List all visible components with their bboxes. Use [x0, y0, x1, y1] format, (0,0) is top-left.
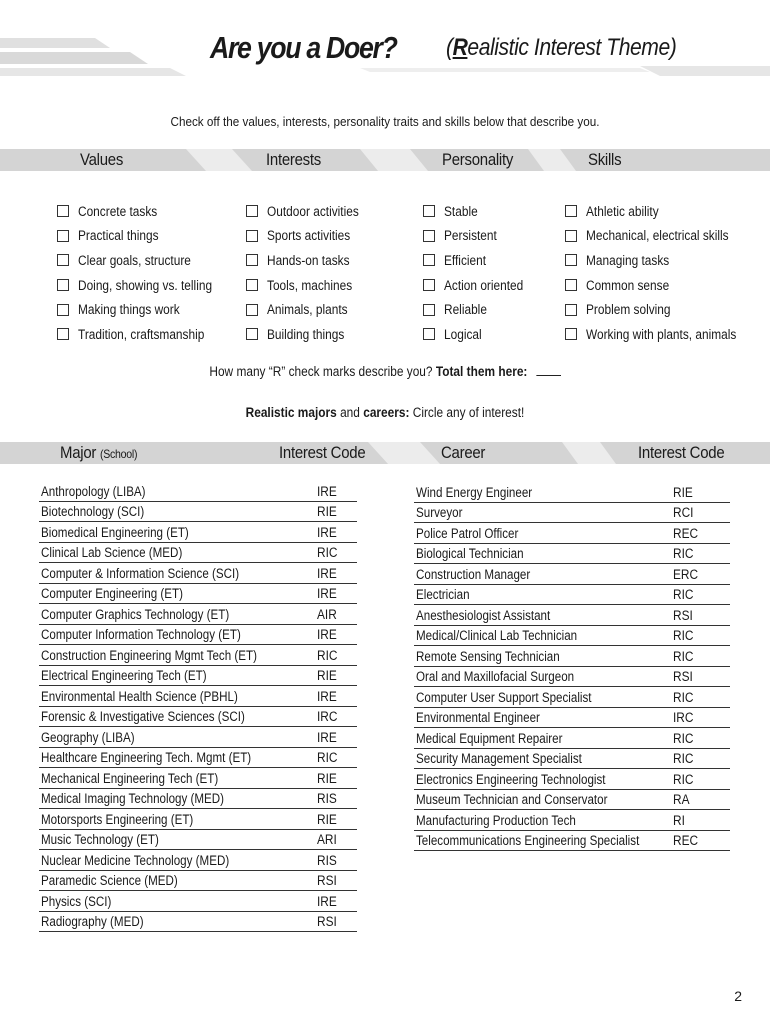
check-item-label: Common sense — [586, 277, 670, 293]
table-row[interactable] — [39, 666, 357, 687]
check-item-label: Concrete tasks — [78, 203, 158, 219]
table-row[interactable] — [414, 831, 730, 852]
major-name: Motorsports Engineering (ET) — [41, 811, 194, 827]
table-row[interactable] — [414, 708, 730, 729]
majors-line-bold-careers: careers: — [363, 405, 410, 420]
career-name: Police Patrol Officer — [416, 525, 519, 541]
interest-code: RIC — [673, 587, 694, 602]
careers-table — [414, 482, 730, 851]
checkbox[interactable] — [246, 328, 258, 340]
major-name: Computer Engineering (ET) — [41, 586, 183, 601]
major-name: Biomedical Engineering (ET) — [41, 524, 189, 540]
checkbox[interactable] — [423, 230, 435, 242]
interest-code: RIC — [673, 771, 694, 787]
check-item-label: Making things work — [78, 302, 180, 318]
career-name: Biological Technician — [416, 546, 524, 561]
table-row[interactable] — [39, 543, 357, 564]
page-title: Are you a Doer? — [210, 30, 397, 65]
personality-check-item[interactable] — [423, 199, 534, 224]
table-row[interactable] — [39, 584, 357, 605]
checkbox[interactable] — [57, 230, 69, 242]
checkbox[interactable] — [246, 230, 258, 242]
table-row[interactable] — [39, 748, 357, 769]
interest-code: IRE — [317, 483, 337, 499]
table-row[interactable] — [39, 502, 357, 523]
major-name: Construction Engineering Mgmt Tech (ET) — [41, 647, 257, 663]
table-row[interactable] — [414, 626, 730, 647]
career-name: Anesthesiologist Assistant — [416, 607, 551, 623]
check-item-label: Practical things — [78, 228, 159, 244]
values-check-item[interactable] — [57, 297, 230, 322]
career-name: Construction Manager — [416, 566, 531, 582]
table-row[interactable] — [39, 850, 357, 871]
check-item-label: Stable — [444, 203, 478, 219]
table-row[interactable] — [414, 585, 730, 606]
career-name: Medical Equipment Repairer — [416, 730, 563, 746]
total-prompt-bold: Total them here: — [435, 364, 528, 379]
table-row[interactable] — [39, 625, 357, 646]
interest-code: RIC — [673, 730, 694, 746]
interest-code: RIC — [673, 689, 694, 705]
checkbox[interactable] — [423, 279, 435, 291]
total-prompt: How many “R” check marks describe you? — [209, 364, 433, 379]
values-header: Values — [80, 150, 124, 169]
major-name: Computer & Information Science (SCI) — [41, 565, 240, 581]
check-item-label: Mechanical, electrical skills — [586, 228, 729, 244]
interest-code: RIE — [317, 504, 337, 519]
table-row[interactable] — [414, 667, 730, 688]
table-row[interactable] — [39, 645, 357, 666]
career-name: Manufacturing Production Tech — [416, 812, 576, 828]
table-row[interactable] — [39, 707, 357, 728]
table-row[interactable] — [414, 564, 730, 585]
check-item-label: Efficient — [444, 252, 487, 268]
interest-code: RIC — [317, 545, 338, 560]
major-name: Paramedic Science (MED) — [41, 873, 178, 888]
table-row[interactable] — [414, 790, 730, 811]
checklist-header-band — [0, 149, 770, 171]
major-name: Mechanical Engineering Tech (ET) — [41, 770, 219, 786]
interest-code: RIC — [317, 750, 338, 765]
career-name: Surveyor — [416, 505, 463, 520]
interest-code: RIC — [317, 647, 338, 663]
major-name: Radiography (MED) — [41, 914, 144, 929]
page-subtitle: (Realistic Interest Theme) — [446, 34, 677, 61]
check-item-label: Athletic ability — [586, 203, 659, 219]
interest-code: RIS — [317, 852, 337, 868]
table-row[interactable] — [414, 749, 730, 770]
table-row[interactable] — [414, 810, 730, 831]
skills-check-item[interactable] — [565, 248, 757, 273]
checkbox[interactable] — [565, 304, 577, 316]
skills-checklist — [565, 199, 757, 347]
interest-code: IRE — [317, 565, 337, 581]
interests-check-item[interactable] — [246, 297, 371, 322]
interest-code: RSI — [317, 914, 337, 929]
checkbox[interactable] — [246, 254, 258, 266]
majors-careers-line — [46, 405, 724, 420]
career-name: Remote Sensing Technician — [416, 648, 560, 664]
checkbox[interactable] — [57, 328, 69, 340]
tables-header-band — [0, 442, 770, 464]
instructions-text: Check off the values, interests, personality traits and skills below that describe you. — [170, 114, 600, 129]
table-row[interactable] — [39, 522, 357, 543]
checkbox[interactable] — [423, 254, 435, 266]
majors-line-rest: Circle any of interest! — [409, 405, 525, 420]
major-name: Physics (SCI) — [41, 893, 112, 909]
career-name: Wind Energy Engineer — [416, 484, 533, 500]
major-name: Healthcare Engineering Tech. Mgmt (ET) — [41, 750, 252, 765]
check-item-label: Problem solving — [586, 302, 671, 318]
values-check-item[interactable] — [57, 224, 230, 249]
page-header — [0, 30, 770, 74]
table-row[interactable] — [39, 871, 357, 892]
career-name: Medical/Clinical Lab Technician — [416, 628, 578, 643]
interest-code: RCI — [673, 505, 694, 520]
personality-checklist — [423, 199, 534, 347]
table-row[interactable] — [414, 687, 730, 708]
major-name: Anthropology (LIBA) — [41, 483, 146, 499]
check-item-label: Building things — [267, 326, 345, 342]
check-item-label: Doing, showing vs. telling — [78, 277, 213, 293]
table-row[interactable] — [39, 768, 357, 789]
major-name: Forensic & Investigative Sciences (SCI) — [41, 709, 245, 724]
checkbox[interactable] — [423, 205, 435, 217]
checkbox[interactable] — [565, 254, 577, 266]
major-name: Nuclear Medicine Technology (MED) — [41, 852, 230, 868]
career-name: Security Management Specialist — [416, 751, 582, 766]
interest-code: RSI — [317, 873, 337, 888]
table-row[interactable] — [414, 523, 730, 544]
majors-table — [39, 481, 357, 932]
values-check-item[interactable] — [57, 322, 230, 347]
majors-line-and: and — [336, 405, 364, 420]
skills-check-item[interactable] — [565, 297, 757, 322]
checkbox[interactable] — [246, 304, 258, 316]
table-row[interactable] — [39, 912, 357, 933]
interest-code: RIC — [673, 546, 694, 561]
table-row[interactable] — [39, 789, 357, 810]
table-row[interactable] — [39, 481, 357, 502]
table-row[interactable] — [39, 604, 357, 625]
checkbox[interactable] — [565, 328, 577, 340]
interest-code: RIE — [317, 811, 337, 827]
values-check-item[interactable] — [57, 248, 230, 273]
career-name: Electrician — [416, 587, 470, 602]
interest-code: IRE — [317, 524, 337, 540]
checkbox[interactable] — [246, 205, 258, 217]
interest-code: RA — [673, 792, 690, 807]
major-name: Computer Graphics Technology (ET) — [41, 606, 230, 622]
career-name: Environmental Engineer — [416, 710, 540, 725]
check-item-label: Tools, machines — [267, 277, 353, 293]
interest-code: IRE — [317, 586, 337, 601]
check-item-label: Sports activities — [267, 228, 351, 244]
interest-code: RIE — [317, 668, 337, 683]
interests-check-item[interactable] — [246, 322, 371, 347]
interest-code: AIR — [317, 606, 337, 622]
major-name: Medical Imaging Technology (MED) — [41, 791, 225, 806]
interests-checklist — [246, 199, 371, 347]
total-blank-field[interactable] — [536, 375, 561, 376]
check-item-label: Outdoor activities — [267, 203, 359, 219]
personality-check-item[interactable] — [423, 273, 534, 298]
check-item-label: Persistent — [444, 228, 497, 244]
page-number: 2 — [734, 988, 742, 1004]
checkbox[interactable] — [565, 279, 577, 291]
interests-check-item[interactable] — [246, 273, 371, 298]
table-row[interactable] — [39, 727, 357, 748]
interest-code: IRE — [317, 627, 337, 642]
major-name: Geography (LIBA) — [41, 729, 135, 745]
values-checklist — [57, 199, 230, 347]
major-name: Biotechnology (SCI) — [41, 504, 145, 519]
checkbox[interactable] — [423, 328, 435, 340]
interest-code: RSI — [673, 669, 693, 684]
check-item-label: Animals, plants — [267, 302, 348, 318]
interests-header: Interests — [266, 150, 321, 169]
check-item-label: Clear goals, structure — [78, 252, 191, 268]
interest-code: IRE — [317, 893, 337, 909]
check-item-label: Working with plants, animals — [586, 326, 737, 342]
interests-check-item[interactable] — [246, 199, 371, 224]
skills-header: Skills — [588, 150, 622, 169]
career-code-header: Interest Code — [638, 443, 725, 462]
majors-line-bold-majors: Realistic majors — [245, 405, 337, 420]
table-row[interactable] — [414, 482, 730, 503]
personality-check-item[interactable] — [423, 297, 534, 322]
interest-code: IRC — [673, 710, 694, 725]
values-check-item[interactable] — [57, 273, 230, 298]
interest-code: RI — [673, 812, 685, 828]
table-row[interactable] — [414, 544, 730, 565]
skills-check-item[interactable] — [565, 322, 757, 347]
checkbox[interactable] — [57, 304, 69, 316]
interest-code: IRE — [317, 729, 337, 745]
subtitle-highlight-letter: R — [452, 34, 468, 61]
interest-code: RIC — [673, 628, 694, 643]
interests-check-item[interactable] — [246, 248, 371, 273]
major-name: Electrical Engineering Tech (ET) — [41, 668, 207, 683]
interest-code: REC — [673, 525, 699, 541]
personality-header: Personality — [442, 150, 514, 169]
career-header: Career — [441, 443, 486, 462]
personality-check-item[interactable] — [423, 322, 534, 347]
total-prompt-line — [46, 364, 724, 379]
checkbox[interactable] — [57, 279, 69, 291]
table-row[interactable] — [414, 769, 730, 790]
interest-code: ERC — [673, 566, 699, 582]
skills-check-item[interactable] — [565, 224, 757, 249]
major-name: Clinical Lab Science (MED) — [41, 545, 183, 560]
checkbox[interactable] — [423, 304, 435, 316]
table-row[interactable] — [39, 809, 357, 830]
interest-code: IRE — [317, 688, 337, 704]
skills-check-item[interactable] — [565, 199, 757, 224]
interest-code: RSI — [673, 607, 693, 623]
career-name: Telecommunications Engineering Specialist — [416, 833, 640, 848]
checkbox[interactable] — [565, 205, 577, 217]
interest-code: RIE — [673, 484, 693, 500]
check-item-label: Reliable — [444, 302, 487, 318]
interest-code: ARI — [317, 832, 337, 847]
check-item-label: Managing tasks — [586, 252, 670, 268]
table-row[interactable] — [39, 891, 357, 912]
major-header: Major (School) — [60, 443, 138, 462]
values-check-item[interactable] — [57, 199, 230, 224]
interest-code: RIE — [317, 770, 337, 786]
checkbox[interactable] — [57, 254, 69, 266]
major-name: Music Technology (ET) — [41, 832, 159, 847]
check-item-label: Tradition, craftsmanship — [78, 326, 205, 342]
table-row[interactable] — [39, 563, 357, 584]
major-name: Environmental Health Science (PBHL) — [41, 688, 238, 704]
career-name: Oral and Maxillofacial Surgeon — [416, 669, 575, 684]
check-item-label: Hands-on tasks — [267, 252, 350, 268]
career-name: Electronics Engineering Technologist — [416, 771, 606, 787]
table-row[interactable] — [39, 830, 357, 851]
interest-code: REC — [673, 833, 699, 848]
major-name: Computer Information Technology (ET) — [41, 627, 241, 642]
checkbox[interactable] — [246, 279, 258, 291]
interest-code: IRC — [317, 709, 338, 724]
check-item-label: Action oriented — [444, 277, 524, 293]
career-name: Museum Technician and Conservator — [416, 792, 608, 807]
table-row[interactable] — [414, 646, 730, 667]
table-row[interactable] — [414, 503, 730, 524]
career-name: Computer User Support Specialist — [416, 689, 592, 705]
checkbox[interactable] — [565, 230, 577, 242]
checkbox[interactable] — [57, 205, 69, 217]
interest-code: RIC — [673, 751, 694, 766]
interest-code: RIC — [673, 648, 694, 664]
skills-check-item[interactable] — [565, 273, 757, 298]
major-code-header: Interest Code — [279, 443, 366, 462]
personality-check-item[interactable] — [423, 248, 534, 273]
interests-check-item[interactable] — [246, 224, 371, 249]
personality-check-item[interactable] — [423, 224, 534, 249]
table-row[interactable] — [39, 686, 357, 707]
table-row[interactable] — [414, 728, 730, 749]
interest-code: RIS — [317, 791, 337, 806]
check-item-label: Logical — [444, 326, 482, 342]
table-row[interactable] — [414, 605, 730, 626]
